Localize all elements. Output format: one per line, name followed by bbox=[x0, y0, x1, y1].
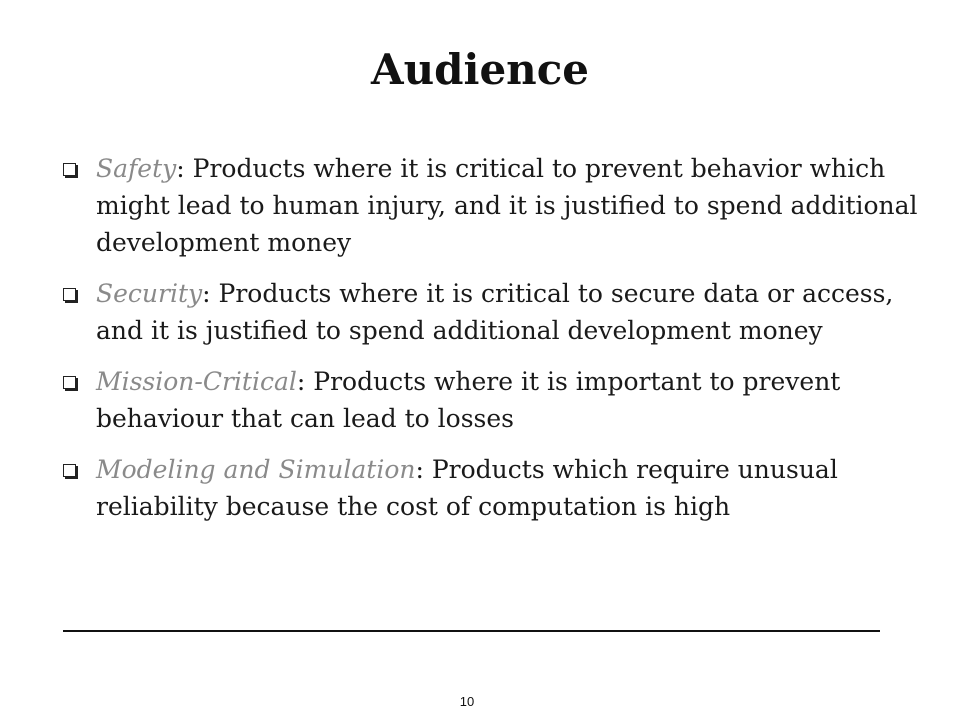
bullet-term: Security bbox=[96, 279, 203, 308]
bullet-item-safety bbox=[60, 150, 920, 261]
checkbox-bullet-icon bbox=[63, 376, 76, 389]
bullet-text: : Products where it is important to prevent behaviour that can lead to losses bbox=[96, 367, 841, 433]
bullet-item-mission-critical bbox=[60, 363, 920, 437]
bullet-term: Modeling and Simulation bbox=[96, 455, 416, 484]
footer-divider bbox=[63, 630, 880, 632]
slide-title: Audience bbox=[371, 45, 589, 94]
bullet-item-modeling-simulation bbox=[60, 451, 920, 525]
checkbox-bullet-icon bbox=[63, 288, 76, 301]
bullet-text: : Products where it is critical to prevent behavior which might lead to human injury, and it is justified to spend additional development money bbox=[96, 154, 918, 257]
bullet-term: Mission-Critical bbox=[96, 367, 297, 396]
bullet-text: : Products which require unusual reliability because the cost of computation is high bbox=[96, 455, 838, 521]
bullet-term: Safety bbox=[96, 154, 177, 183]
bullet-item-security bbox=[60, 275, 920, 349]
bullet-text: : Products where it is critical to secure data or access, and it is justified to spend additional development money bbox=[96, 279, 894, 345]
bullet-list bbox=[60, 150, 920, 539]
checkbox-bullet-icon bbox=[63, 464, 76, 477]
page-number: 10 bbox=[459, 694, 475, 709]
checkbox-bullet-icon bbox=[63, 163, 76, 176]
